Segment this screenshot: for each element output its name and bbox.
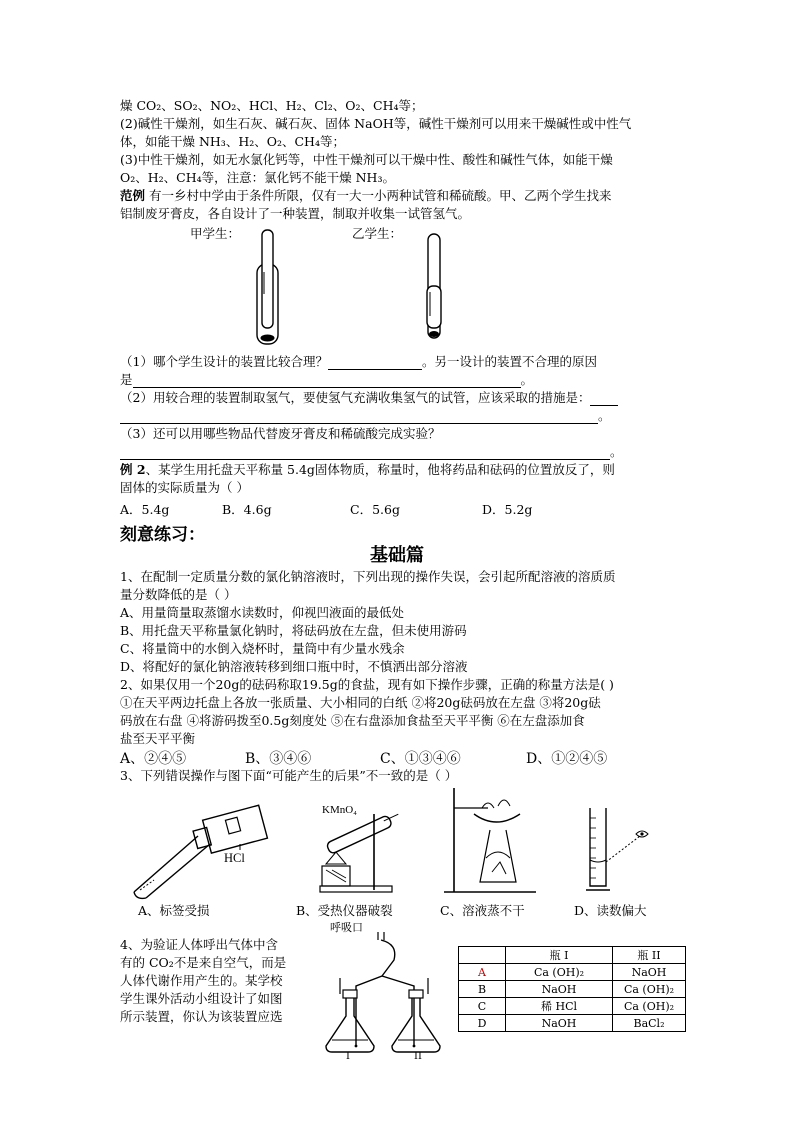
table-row[interactable]: [459, 1015, 686, 1032]
answer-blank[interactable]: [328, 357, 422, 370]
q1-text-3: 是: [120, 372, 133, 387]
table-row[interactable]: [459, 981, 686, 998]
table-row[interactable]: [459, 998, 686, 1015]
table-row[interactable]: [459, 964, 686, 981]
q2-option-a[interactable]: A、②④⑤: [120, 751, 187, 767]
caption-c: C、溶液蒸不干: [440, 903, 525, 918]
table-cell: B: [459, 981, 506, 998]
q4-line1: 4、为验证人体呼出气体中含: [120, 937, 278, 952]
q1-line1: 1、在配制一定质量分数的氯化钠溶液时，下列出现的操作失误，会引起所配溶液的溶质质: [120, 569, 616, 584]
breath-port-label: 呼吸口: [330, 921, 363, 934]
option-d[interactable]: D．5.2g: [482, 502, 533, 517]
example-tag: 例 2: [120, 462, 146, 477]
table-cell: Ca (OH)₂: [506, 964, 613, 981]
example1-line2: 铝制废牙膏皮，各自设计了一种装置，制取并收集一试管氢气。: [120, 206, 471, 221]
apparatus-a-diagram: [254, 228, 282, 348]
q2-line2: ①在天平两边托盘上各放一张质量、大小相同的白纸 ②将20g砝码放在左盘 ③将20g砝: [120, 695, 601, 710]
question1-line2: [120, 372, 533, 388]
table-cell: NaOH: [506, 1015, 613, 1032]
q2-option-b[interactable]: B、③④⑥: [245, 751, 312, 767]
question2-line2: [120, 408, 611, 424]
option-c[interactable]: C．5.6g: [350, 502, 400, 517]
q2-option-d[interactable]: D、①②④⑤: [526, 751, 608, 767]
table-header-cell: 瓶 II: [613, 947, 686, 964]
example-text: 有一乡村中学由于条件所限，仅有一大一小两种试管和稀硫酸。甲、乙两个学生找来: [145, 188, 612, 203]
q4-line2: 有的 CO₂不是来自空气，而是: [120, 955, 287, 970]
q2-line1: 2、如果仅用一个20g的砝码称取19.5g的食盐，现有如下操作步骤，正确的称量方法是( ): [120, 677, 614, 692]
flask-2-label: II: [414, 1051, 422, 1062]
student-b-label: 乙学生：: [352, 226, 403, 241]
table-cell: BaCl₂: [613, 1015, 686, 1032]
question3-line2: [120, 444, 623, 460]
table-header-row: [459, 947, 686, 964]
q3-text-2: 。: [610, 444, 623, 459]
q2-text-2: 。: [598, 408, 611, 423]
table-cell: Ca (OH)₂: [613, 981, 686, 998]
text-line: 燥 CO₂、SO₂、NO₂、HCl、H₂、Cl₂、O₂、CH₄等；: [120, 98, 424, 113]
example1-line1: [120, 188, 612, 204]
text-line: 体，如能干燥 NH₃、H₂、O₂、CH₄等；: [120, 134, 345, 149]
q1-text-4: 。: [520, 372, 534, 387]
q2-text: （2）用较合理的装置制取氢气，要使氢气充满收集氢气的试管，应该采取的措施是：: [120, 390, 591, 405]
caption-b: B、受热仪器破裂: [296, 903, 393, 918]
table-cell: Ca (OH)₂: [613, 998, 686, 1015]
caption-d: D、读数偏大: [574, 903, 647, 918]
q4-line3: 人体代谢作用产生的。某学校: [120, 973, 283, 988]
table-cell: A: [459, 964, 506, 981]
text-line: (2)碱性干燥剂，如生石灰、碱石灰、固体 NaOH等，碱性干燥剂可以用来干燥碱性或中性气: [120, 116, 632, 131]
q4-line5: 所示装置，你认为该装置应选: [120, 1009, 283, 1024]
question1-line: [120, 354, 597, 370]
figure-c-evaporation: [440, 786, 540, 898]
question2-line: [120, 390, 618, 406]
flasks-apparatus: [318, 930, 442, 1062]
q1-text: （1）哪个学生设计的装置比较合理？: [120, 354, 328, 369]
q1-option-b[interactable]: B、用托盘天平称量氯化钠时，将砝码放在左盘，但未使用游码: [120, 623, 467, 638]
q2-option-c[interactable]: C、①③④⑥: [380, 751, 461, 767]
table-cell: 稀 HCl: [506, 998, 613, 1015]
q2-line3: 码放在右盘 ④将游码拨至0.5g刻度处 ⑤在右盘添加食盐至天平平衡 ⑥在左盘添加食: [120, 713, 585, 728]
answer-blank[interactable]: [120, 447, 610, 460]
student-a-label: 甲学生：: [190, 226, 241, 241]
option-b[interactable]: B．4.6g: [222, 502, 272, 517]
apparatus-b-diagram: [422, 230, 448, 346]
kmno4-label: KMnO₄: [322, 804, 358, 816]
practice-title: 刻意练习：: [120, 525, 205, 545]
question3-line: （3）还可以用哪些物品代替废牙膏皮和稀硫酸完成实验？: [120, 426, 441, 441]
caption-a: A、标签受损: [138, 903, 210, 918]
text-line: (3)中性干燥剂，如无水氯化钙等，中性干燥剂可以干燥中性、酸性和碱性气体，如能干燥: [120, 152, 613, 167]
hcl-label: HCl: [224, 851, 245, 865]
q1-option-d[interactable]: D、将配好的氯化钠溶液转移到细口瓶中时，不慎洒出部分溶液: [120, 659, 468, 674]
reagent-table: [458, 946, 686, 1032]
table-cell: D: [459, 1015, 506, 1032]
q1-text-2: 。另一设计的装置不合理的原因: [421, 354, 597, 369]
flask-1-label: I: [346, 1051, 350, 1062]
section-title: 基础篇: [370, 545, 424, 566]
q4-line4: 学生课外活动小组设计了如图: [120, 991, 283, 1006]
option-a[interactable]: A．5.4g: [120, 502, 170, 517]
q1-line2: 量分数降低的是（ ）: [120, 587, 237, 602]
answer-blank[interactable]: [133, 375, 521, 388]
text-line: O₂、H₂、CH₄等，注意：氯化钙不能干燥 NH₃。: [120, 170, 395, 185]
example-text: 、某学生用托盘天平称量 5.4g固体物质，称量时，他将药品和砝码的位置放反了，则: [145, 462, 615, 477]
table-cell: NaOH: [613, 964, 686, 981]
q1-option-c[interactable]: C、将量筒中的水倒入烧杯时，量筒中有少量水残余: [120, 641, 405, 656]
example2-line2: 固体的实际质量为（ ）: [120, 480, 249, 495]
table-cell: C: [459, 998, 506, 1015]
q2-line4: 盐至天平平衡: [120, 731, 196, 746]
q1-option-a[interactable]: A、用量筒量取蒸馏水读数时，仰视凹液面的最低处: [120, 605, 405, 620]
figure-d-cylinder: [586, 806, 652, 898]
example2-line1: [120, 462, 615, 478]
q3-line1: 3、下列错误操作与图下面“可能产生的后果”不一致的是（ ）: [120, 768, 458, 783]
answer-blank[interactable]: [120, 411, 598, 424]
example-tag: 范例: [120, 188, 146, 203]
table-header-cell: 瓶 I: [506, 947, 613, 964]
answer-blank[interactable]: [590, 393, 618, 406]
table-cell: NaOH: [506, 981, 613, 998]
figure-a-pouring: [128, 800, 278, 900]
table-header-cell: [459, 947, 506, 964]
